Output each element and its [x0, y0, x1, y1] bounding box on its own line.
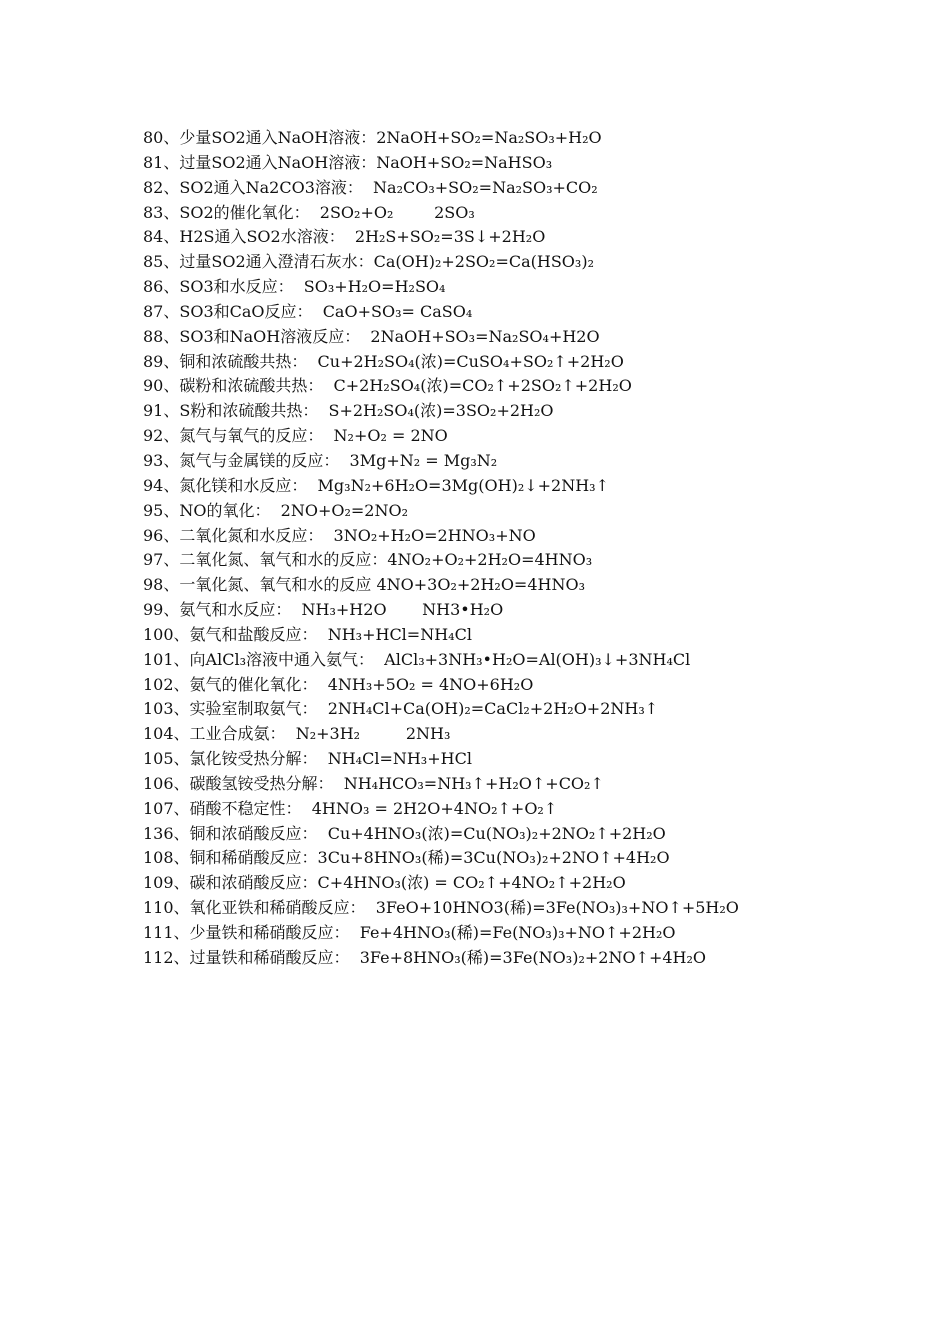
equation-line: 87、SO3和CaO反应： CaO+SO₃= CaSO₄: [143, 301, 473, 321]
equation-line: 104、工业合成氨： N₂+3H₂ 2NH₃: [143, 724, 451, 744]
equation-line: 91、S粉和浓硫酸共热： S+2H₂SO₄(浓)=3SO₂+2H₂O: [143, 401, 554, 421]
equation-line: 90、碳粉和浓硫酸共热： C+2H₂SO₄(浓)=CO₂↑+2SO₂↑+2H₂O: [143, 376, 632, 396]
equation-line: 112、过量铁和稀硝酸反应： 3Fe+8HNO₃(稀)=3Fe(NO₃)₂+2NO↑+4H₂O: [143, 947, 707, 967]
equation-list: [143, 126, 923, 971]
equation-line: 83、SO2的催化氧化： 2SO₂+O₂ 2SO₃: [143, 202, 475, 222]
equation-line: 108、铜和稀硝酸反应：3Cu+8HNO₃(稀)=3Cu(NO₃)₂+2NO↑+4H₂O: [143, 848, 670, 868]
equation-line: 101、向AlCl₃溶液中通入氨气： AlCl₃+3NH₃•H₂O=Al(OH)₃↓+3NH₄Cl: [143, 649, 691, 669]
equation-line: 109、碳和浓硝酸反应：C+4HNO₃(浓) = CO₂↑+4NO₂↑+2H₂O: [143, 873, 626, 893]
equation-line: 107、硝酸不稳定性： 4HNO₃ = 2H2O+4NO₂↑+O₂↑: [143, 798, 558, 818]
equation-line: 89、铜和浓硫酸共热： Cu+2H₂SO₄(浓)=CuSO₄+SO₂↑+2H₂O: [143, 351, 624, 371]
equation-line: 93、氮气与金属镁的反应： 3Mg+N₂ = Mg₃N₂: [143, 450, 498, 470]
equation-line: 88、SO3和NaOH溶液反应： 2NaOH+SO₃=Na₂SO₄+H2O: [143, 326, 600, 346]
equation-line: 95、NO的氧化： 2NO+O₂=2NO₂: [143, 500, 409, 520]
equation-line: 136、铜和浓硝酸反应： Cu+4HNO₃(浓)=Cu(NO₃)₂+2NO₂↑+2H₂O: [143, 823, 666, 843]
equation-line: 100、氨气和盐酸反应： NH₃+HCl=NH₄Cl: [143, 624, 472, 644]
equation-line: 98、一氧化氮、氧气和水的反应 4NO+3O₂+2H₂O=4HNO₃: [143, 575, 586, 595]
equation-line: 81、过量SO2通入NaOH溶液：NaOH+SO₂=NaHSO₃: [143, 152, 553, 172]
equation-line: 110、氧化亚铁和稀硝酸反应： 3FeO+10HNO3(稀)=3Fe(NO₃)₃+NO↑+5H₂O: [143, 898, 739, 918]
equation-line: 111、少量铁和稀硝酸反应： Fe+4HNO₃(稀)=Fe(NO₃)₃+NO↑+2H₂O: [143, 923, 676, 942]
equation-line: 94、氮化镁和水反应： Mg₃N₂+6H₂O=3Mg(OH)₂↓+2NH₃↑: [143, 475, 610, 495]
equation-line: 96、二氧化氮和水反应： 3NO₂+H₂O=2HNO₃+NO: [143, 525, 536, 545]
equation-line: 105、氯化铵受热分解： NH₄Cl=NH₃+HCl: [143, 749, 472, 769]
equation-line: 106、碳酸氢铵受热分解： NH₄HCO₃=NH₃↑+H₂O↑+CO₂↑: [143, 773, 604, 793]
equation-line: 103、实验室制取氨气： 2NH₄Cl+Ca(OH)₂=CaCl₂+2H₂O+2NH₃↑: [143, 699, 659, 719]
equation-line: 102、氨气的催化氧化： 4NH₃+5O₂ = 4NO+6H₂O: [143, 674, 534, 694]
equation-line: 99、氨气和水反应： NH₃+H2O NH3•H₂O: [143, 600, 504, 620]
equation-line: 97、二氧化氮、氧气和水的反应：4NO₂+O₂+2H₂O=4HNO₃: [143, 550, 593, 570]
equation-line: 85、过量SO2通入澄清石灰水：Ca(OH)₂+2SO₂=Ca(HSO₃)₂: [143, 252, 594, 272]
equation-line: 92、氮气与氧气的反应： N₂+O₂ = 2NO: [143, 426, 448, 446]
equation-line: 80、少量SO2通入NaOH溶液：2NaOH+SO₂=Na₂SO₃+H₂O: [143, 128, 602, 147]
equation-line: 82、SO2通入Na2CO3溶液： Na₂CO₃+SO₂=Na₂SO₃+CO₂: [143, 177, 598, 197]
equation-line: 86、SO3和水反应： SO₃+H₂O=H₂SO₄: [143, 277, 446, 297]
equation-line: 84、H2S通入SO2水溶液： 2H₂S+SO₂=3S↓+2H₂O: [143, 227, 546, 247]
